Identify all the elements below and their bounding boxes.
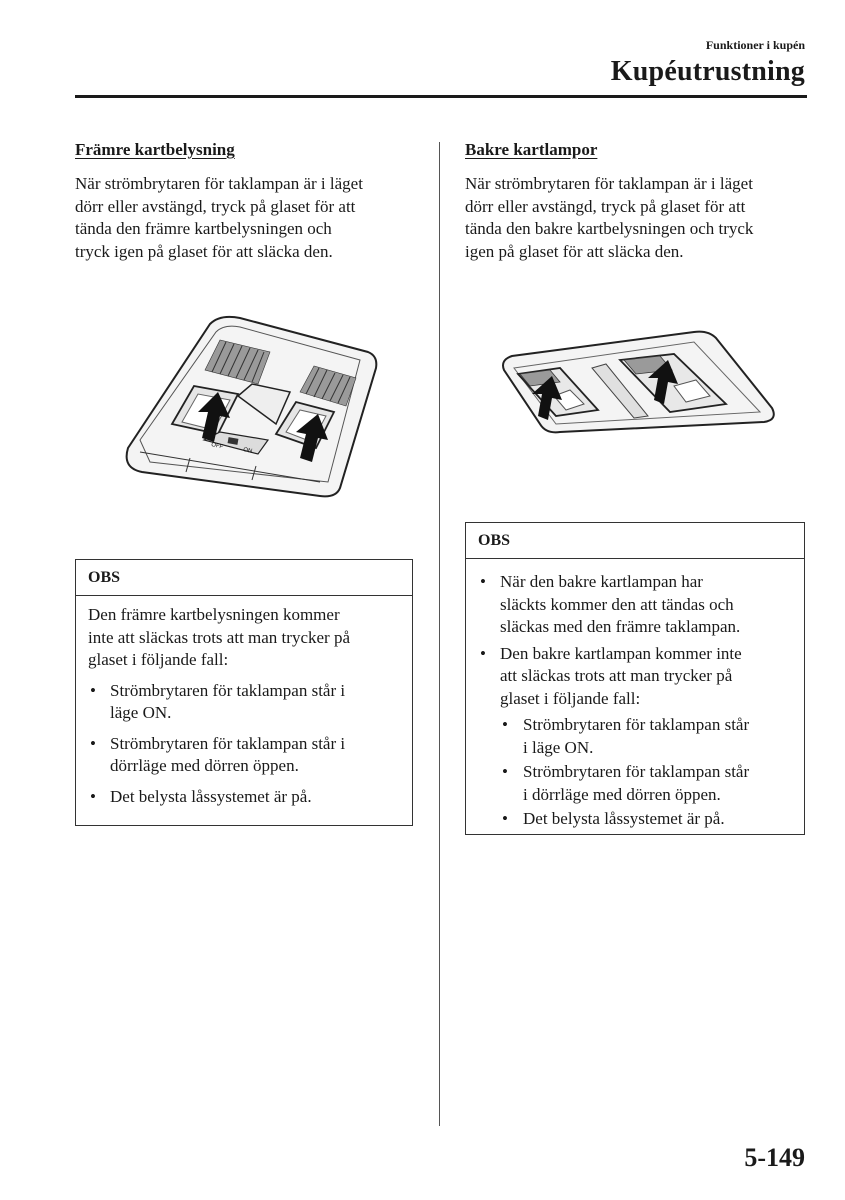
list-item: • Strömbrytaren för taklampan står i dörrläge med dörren öppen. [88,733,400,778]
page-title: Kupéutrustning [610,56,805,87]
front-obs-note [75,559,413,826]
front-obs-title: OBS [76,560,412,596]
list-item: • Strömbrytaren för taklampan står i dörrläge med dörren öppen. [478,761,792,806]
list-item: • Det belysta låssystemet är på. [478,808,792,831]
front-obs-intro: Den främre kartbelysningen kommer inte att släckas trots att man trycker på glaset i följande fall: [88,605,350,669]
rear-map-light-paragraph: När strömbrytaren för taklampan är i läget dörr eller avstängd, tryck på glaset för att tända den bakre kartbelysningen och tryck igen på glaset för att släcka den. [465,174,754,261]
rear-map-light-illustration [498,330,778,436]
rear-obs-note [465,522,805,835]
list-item: • Strömbrytaren för taklampan står i läge ON. [88,680,400,725]
list-item: • Den bakre kartlampan kommer inte att släckas trots att man trycker på glaset i följande fall: [478,643,792,711]
switch-label-off: OFF [210,442,224,451]
list-item: • Strömbrytaren för taklampan står i läge ON. [478,714,792,759]
front-map-light-heading: Främre kartbelysning [75,140,235,159]
page-number: 5-149 [744,1143,805,1172]
front-map-light-illustration [120,312,382,500]
switch-label-on: ON [242,447,253,455]
front-map-light-paragraph: När strömbrytaren för taklampan är i läget dörr eller avstängd, tryck på glaset för att tända den främre kartbelysningen och tryck igen på glaset för att släcka den. [75,174,363,261]
header-rule [75,95,807,98]
rear-obs-title: OBS [466,523,804,559]
list-item: • Det belysta låssystemet är på. [88,786,400,809]
running-header-section: Funktioner i kupén [705,38,805,52]
list-item: • När den bakre kartlampan har släckts kommer den att tändas och släckas med den främre taklampan. [478,571,792,639]
column-divider [439,142,440,1126]
rear-map-light-heading: Bakre kartlampor [465,140,598,159]
